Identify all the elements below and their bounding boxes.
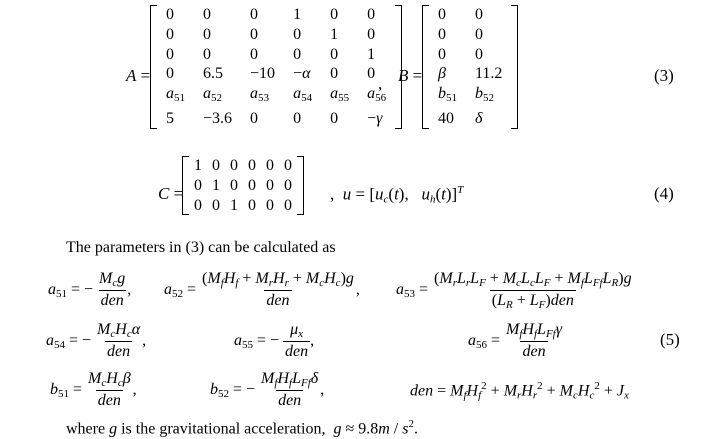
matrix-b-cell-3-2: 0 bbox=[475, 45, 483, 63]
matrix-b-body bbox=[429, 5, 511, 129]
matrix-a-cell-1-1: 0 bbox=[166, 6, 174, 23]
matrix-b bbox=[422, 5, 518, 129]
matrix-b-row bbox=[429, 109, 511, 129]
matrix-c-cell-3-2: 0 bbox=[212, 196, 220, 214]
eq-a56: $a_{56}$ = $\frac{M_fH_fL_{Ff}\gamma}{\text{den}}$ bbox=[468, 321, 563, 360]
matrix-c-cell-1-2: 0 bbox=[212, 157, 220, 174]
matrix-c-label: C = bbox=[158, 184, 184, 203]
matrix-a-cell-2-6: 0 bbox=[367, 25, 376, 43]
matrix-c-cell-1-4: 0 bbox=[248, 157, 256, 174]
matrix-a-cell-5-2: $a_{52}$ bbox=[203, 85, 222, 105]
matrix-c-cell-2-2: 1 bbox=[212, 176, 220, 194]
matrix-c-cell-1-6: 0 bbox=[284, 157, 292, 174]
matrix-a-cell-3-4: 0 bbox=[293, 45, 302, 63]
matrix-c-cell-2-1: 0 bbox=[194, 176, 202, 194]
matrix-a-cell-4-5: 0 bbox=[330, 65, 339, 83]
matrix-a bbox=[150, 5, 402, 129]
matrix-a-row bbox=[157, 64, 395, 84]
matrix-a-row bbox=[157, 5, 395, 25]
matrix-b-row bbox=[429, 25, 511, 45]
eq-b52: $b_{52}$ = − $\frac{M_fH_fL_{Ff}\delta}{\text{den}}$ , bbox=[210, 370, 325, 409]
matrix-b-cell-4-1: β bbox=[438, 65, 446, 83]
matrix-a-cell-3-6: 1 bbox=[367, 45, 376, 63]
matrix-c-row bbox=[189, 176, 297, 196]
matrix-a-cell-4-3: −10 bbox=[250, 65, 276, 83]
matrix-b-row bbox=[429, 45, 511, 65]
matrix-c bbox=[182, 156, 304, 215]
matrix-a-cell-6-4: 0 bbox=[293, 109, 302, 127]
matrix-b-cell-1-2: 0 bbox=[475, 6, 483, 23]
matrix-a-cell-3-3: 0 bbox=[250, 45, 259, 63]
matrix-a-cell-4-4: −α bbox=[293, 65, 311, 83]
matrix-a-cell-1-2: 0 bbox=[203, 6, 211, 23]
matrix-c-cell-2-6: 0 bbox=[284, 176, 292, 194]
matrix-a-cell-5-5: $a_{55}$ bbox=[330, 85, 350, 105]
matrix-a-cell-1-3: 0 bbox=[250, 6, 259, 23]
matrix-a-cell-2-5: 1 bbox=[330, 25, 339, 43]
matrix-c-cell-3-3: 1 bbox=[230, 196, 238, 214]
matrix-c-row bbox=[189, 156, 297, 176]
eq-a54: $a_{54}$ = − $\frac{M_cH_c\alpha}{\text{den}}$ , bbox=[46, 321, 147, 360]
matrix-a-cell-2-3: 0 bbox=[250, 25, 259, 43]
matrix-b-cell-5-1: $b_{51}$ bbox=[438, 85, 457, 105]
matrix-a-cell-1-5: 0 bbox=[330, 6, 339, 23]
matrix-a-cell-4-6: 0 bbox=[367, 65, 376, 83]
eq-b51: $b_{51}$ = $\frac{M_cH_c\beta}{\text{den}}$ , bbox=[50, 370, 137, 409]
matrix-c-cell-3-5: 0 bbox=[266, 196, 274, 214]
matrix-a-cell-5-3: $a_{53}$ bbox=[250, 85, 270, 105]
matrix-b-row bbox=[429, 84, 511, 109]
matrix-a-cell-5-6: $a_{56}$ bbox=[367, 85, 387, 105]
matrix-a-cell-2-4: 0 bbox=[293, 25, 302, 43]
eq-a52: $a_{52}$ = $\frac{(M_fH_f + M_rH_r + M_cH_c)g}{\text{den}}$ , bbox=[164, 270, 360, 309]
matrix-a-cell-6-6: −γ bbox=[367, 109, 383, 127]
matrix-a-row bbox=[157, 25, 395, 45]
matrix-c-cell-3-4: 0 bbox=[248, 196, 256, 214]
matrix-a-body bbox=[157, 5, 395, 129]
eq-den-definition: den = $M_fH_f^2 + M_rH_r^2 + M_cH_c^2 + J_x$ bbox=[410, 380, 629, 402]
matrix-c-body bbox=[189, 156, 297, 215]
matrix-b-row bbox=[429, 5, 511, 25]
matrix-a-cell-6-2: −3.6 bbox=[203, 109, 233, 127]
matrix-a-cell-5-4: $a_{54}$ bbox=[293, 85, 313, 105]
matrix-b-cell-5-2: $b_{52}$ bbox=[475, 85, 494, 105]
eq-a51: $a_{51}$ = − $\frac{M_cg}{\text{den}}$ , bbox=[48, 270, 132, 309]
matrix-c-cell-1-5: 0 bbox=[266, 157, 274, 174]
matrix-a-cell-3-5: 0 bbox=[330, 45, 339, 63]
equation-number-5: (5) bbox=[660, 330, 680, 349]
matrix-c-cell-3-6: 0 bbox=[284, 196, 292, 214]
matrix-b-cell-3-1: 0 bbox=[438, 45, 446, 63]
matrix-a-cell-4-1: 0 bbox=[166, 65, 174, 83]
intro-text: The parameters in (3) can be calculated as bbox=[66, 239, 336, 256]
matrix-a-cell-3-2: 0 bbox=[203, 45, 211, 63]
matrix-a-row bbox=[157, 109, 395, 129]
matrix-a-row bbox=[157, 45, 395, 65]
matrix-a-cell-5-1: $a_{51}$ bbox=[166, 85, 185, 105]
matrix-a-row bbox=[157, 84, 395, 109]
matrix-c-cell-1-1: 1 bbox=[194, 157, 202, 174]
equation-number-3: (3) bbox=[654, 66, 674, 85]
matrix-b-label: B = bbox=[398, 66, 423, 85]
matrix-c-row bbox=[189, 196, 297, 216]
matrix-c-cell-2-4: 0 bbox=[248, 176, 256, 194]
matrix-a-cell-1-6: 0 bbox=[367, 6, 376, 23]
matrix-b-row bbox=[429, 64, 511, 84]
matrix-c-cell-3-1: 0 bbox=[194, 196, 202, 214]
matrix-a-cell-1-4: 1 bbox=[293, 6, 302, 23]
matrix-c-cell-2-3: 0 bbox=[230, 176, 238, 194]
u-vector: , $u = [u_c(t)$, $u_h(t)]^T$ bbox=[330, 184, 464, 206]
matrix-a-cell-2-1: 0 bbox=[166, 25, 174, 43]
matrix-a-cell-6-3: 0 bbox=[250, 109, 259, 127]
eq-a55: $a_{55}$ = − $\frac{\mu_x}{\text{den}}$ , bbox=[234, 321, 315, 360]
eq-a53: $a_{53}$ = $\frac{(M_rL_rL_F + M_cL_cL_F + M_fL_{Ff}L_R)g}{(L_R + L_F)den}$ bbox=[396, 270, 632, 311]
matrix-b-cell-2-1: 0 bbox=[438, 25, 446, 43]
matrix-b-cell-4-2: 11.2 bbox=[475, 65, 503, 83]
matrix-a-label: A = bbox=[126, 66, 151, 85]
matrix-b-cell-6-1: 40 bbox=[438, 109, 454, 127]
matrix-a-cell-3-1: 0 bbox=[166, 45, 174, 63]
matrix-a-cell-4-2: 6.5 bbox=[203, 65, 223, 83]
matrix-a-cell-6-5: 0 bbox=[330, 109, 339, 127]
matrix-b-cell-2-2: 0 bbox=[475, 25, 483, 43]
matrix-b-cell-1-1: 0 bbox=[438, 6, 446, 23]
matrix-c-cell-1-3: 0 bbox=[230, 157, 238, 174]
matrix-c-cell-2-5: 0 bbox=[266, 176, 274, 194]
matrix-a-cell-2-2: 0 bbox=[203, 25, 211, 43]
footer-text: where g is the gravitational acceleration, $g \approx 9.8m / s^2$. bbox=[66, 418, 418, 438]
matrix-b-cell-6-2: δ bbox=[475, 109, 483, 127]
matrix-a-cell-6-1: 5 bbox=[166, 109, 174, 127]
equation-number-4: (4) bbox=[654, 184, 674, 203]
